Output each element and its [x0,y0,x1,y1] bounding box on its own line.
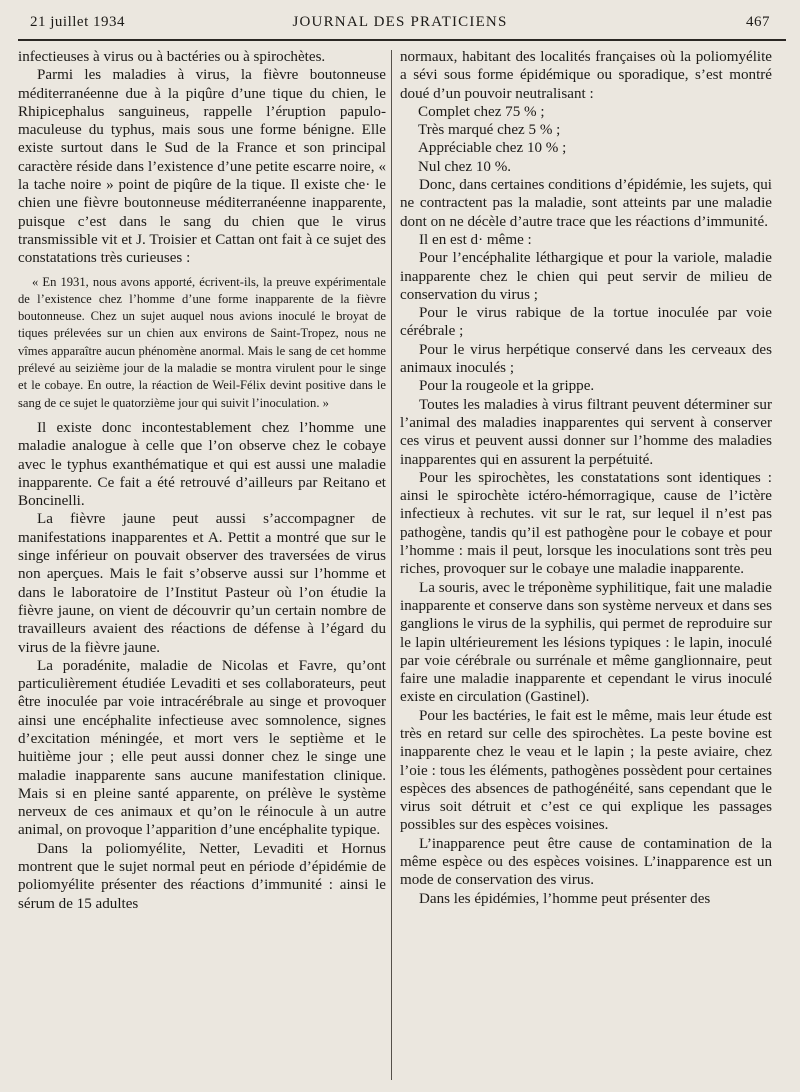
paragraph: Toutes les maladies à virus filtrant peuvent déterminer sur l’animal des maladies inapparentes qui servent à conserver ces virus et peuvent aussi donner sur l’homme des maladies inapparentes qui en assurent la perpétuité. [400,396,772,468]
paragraph: La fièvre jaune peut aussi s’accompagner de manifestations inapparentes et A. Pettit a montré que sur le singe inférieur on pouvait observer des traversées de virus non aperçues. Mais le fait s’observe aussi sur l’homme et dans le laboratoire de l’Institut Pasteur où l’on étudie la fièvre jaune, on vient de découvrir qu’un certain nombre de travailleurs avaient des réactions de défense à l’égard du virus de la fièvre jaune. [18,511,386,656]
paragraph: infectieuses à virus ou à bactéries ou à spirochètes. [18,49,326,65]
left-column [18,48,386,913]
paragraph: Parmi les maladies à virus, la fièvre boutonneuse méditerranéenne due à la piqûre d’une tique du chien, le Rhipicephalus sanguineus, rappelle l’éruption papulo-maculeuse du typhus, mais sous une forme bénigne. Elle existe surtout dans le Sud de la France et son principal caractère réside dans l’existence d’une petite escarre noire, « la tache noire » point de piqûre de la tique. Il existe che· le chien une fièvre boutonneuse méditerranéenne inapparente, puisque c’est dans le sang du chien que le virus transmissible vit et J. Troisier et Cattan ont fait à ce sujet des constatations très curieuses : [18,67,386,267]
paragraph: L’inapparence peut être cause de contamination de la même espèce ou des espèces voisines. L’inapparence est un mode de conservation des virus. [400,835,772,889]
paragraph: Pour les spirochètes, les constatations sont identiques : ainsi le spirochète ictéro-hémorragique, cause de l’ictère infectieux à rechutes. vit sur le rat, sur lequel il n’est pas pathogène, tandis qu’il est pathogène pour le cobaye et pour l’homme : mais il peut, lorsque les inoculations sont très peu riches, provoquer sur le cobaye une maladie inapparente. [400,469,772,578]
paragraph: Dans les épidémies, l’homme peut présenter des [419,890,711,907]
paragraph: Pour le virus rabique de la tortue inoculée par voie cérébrale ; [400,305,772,340]
list-item: Complet chez 75 % ; [418,103,545,120]
paragraph: Pour le virus herpétique conservé dans les cerveaux des animaux inoculés ; [400,341,772,377]
paragraph: Pour la rougeole et la grippe. [419,378,595,395]
paragraph: Il en est d· même : [419,231,532,248]
paragraph: normaux, habitant des localités françaises où la poliomyélite a sévi sous forme épidémique ou sporadique, s’est montré doué d’un pouvoir neutralisant : [400,49,772,102]
journal-title: JOURNAL DES PRATICIENS [292,14,508,30]
right-column [400,48,772,908]
paragraph: La poradénite, maladie de Nicolas et Favre, qu’ont particulièrement étudiée Levaditi et ses collaborateurs, peut être inoculée par voie intracérébrale au singe et provoquer ainsi une encéphalite infectieuse avec somnolence, signes d’excitation méningée, et mort vers le septième et le huitième jour ; elle peut aussi donner chez le singe une maladie inapparente sans aucune manifestation clinique. Mais si en pleine santé apparente, on prélève le système nerveux de ces animaux et qu’on le réinocule à un autre animal, on provoque l’apparition d’une encéphalite typique. [18,657,386,839]
list-item: Appréciable chez 10 % ; [418,140,567,157]
column-divider [391,50,392,1080]
paragraph: Dans la poliomyélite, Netter, Levaditi et Hornus montrent que le sujet normal peut en période d’épidémie de poliomyélite présenter des réactions d’immunité : ainsi le sérum de 15 adultes [18,840,386,912]
paragraph: Pour les bactéries, le fait est le même, mais leur étude est très en retard sur celle des spirochètes. La peste bovine est inapparente chez le veau et le lapin ; la peste aviaire, chez l’oie : tous les éléments, pathogènes possèdent pour certaines espèces des absences de pathogénéité, sans cependant que le virus soit détruit et c’est ce qui explique les passages possibles sur des espèces voisines. [400,707,772,834]
paragraph: Pour l’encéphalite léthargique et pour la variole, maladie inapparente chez le chien qui peut servir de milieu de conservation du virus ; [400,250,772,303]
running-header [30,14,770,36]
list-item: Très marqué chez 5 % ; [418,122,561,139]
header-date: 21 juillet 1934 [30,14,125,30]
paragraph: Il existe donc incontestablement chez l’homme une maladie analogue à celle que l’on observe chez le cobaye avec le typhus exanthématique et qui est aussi une maladie inapparente. Ce fait a été retrouvé d’ailleurs par Reitano et Boncinelli. [18,419,386,510]
paragraph: La souris, avec le tréponème syphilitique, fait une maladie inapparente et conserve dans son système nerveux et dans ses ganglions le virus de la syphilis, qui permet de reproduire sur le lapin ultérieurement les lésions typiques : le lapin, inoculé par voie cérébrale ou surrénale et même ganglionnaire, peut faire une maladie inapparente et cependant le virus inoculé existe en circulation (Gastinel). [400,579,772,706]
header-rule [18,39,786,41]
list-item: Nul chez 10 %. [418,158,512,175]
paragraph: Donc, dans certaines conditions d’épidémie, les sujets, qui ne contractent pas la maladie, sont atteints par une maladie dont on ne décèle d’autre trace que les réactions d’immunité. [400,177,772,230]
page-number: 467 [746,14,770,30]
block-quote: « En 1931, nous avons apporté, écrivent-ils, la preuve expérimentale de l’existence chez l’homme d’une forme inapparente de la fièvre boutonneuse. Chez un sujet auquel nous avions inoculé le broyat de tiques prélevées sur un chien aux environs de Saint-Tropez, nous ne vîmes apparaître aucun phénomène anormal. Mais le sang de cet homme prélevé au seizième jour de la maladie se montra virulent pour le singe et le cobaye. En outre, la réaction de Weil-Félix devint positive dans le sang de ce sujet le quatorzième jour qui suivit l’inoculation. » [18,274,386,410]
